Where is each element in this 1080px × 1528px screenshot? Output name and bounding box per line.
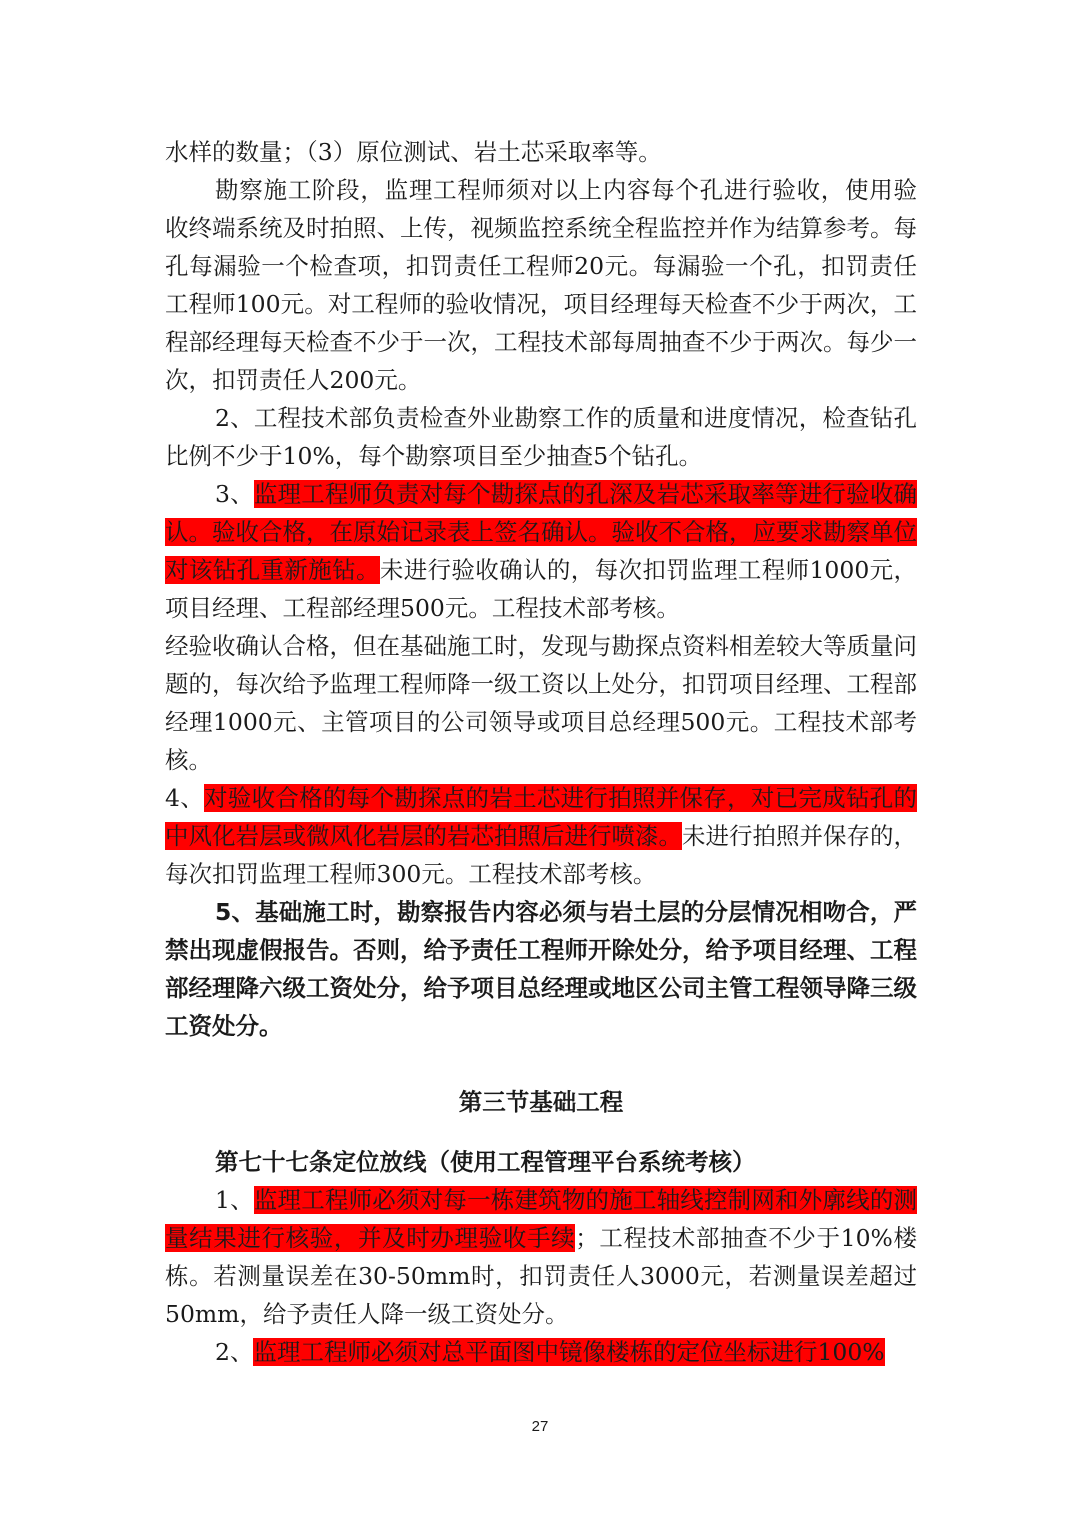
paragraph-survey-acceptance: 勘察施工阶段，监理工程师须对以上内容每个孔进行验收，使用验收终端系统及时拍照、上传，视频监控系统全程监控并作为结算参考。每孔每漏验一个检查项，扣罚责任工程师20元。每漏验一个孔，扣罚责任工程师100元。对工程师的验收情况，项目经理每天检查不少于两次，工程部经理每天检查不少于一次，工程技术部每周抽查不少于两次。每少一次，扣罚责任人200元。 bbox=[165, 176, 917, 394]
item-3-prefix: 3、 bbox=[215, 480, 254, 508]
paragraph-item-5: 5、基础施工时，勘察报告内容必须与岩土层的分层情况相吻合，严禁出现虚假报告。否则，给予责任工程师开除处分，给予项目经理、工程部经理降六级工资处分，给予项目总经理或地区公司主管工程领导降三级工资处分。 bbox=[165, 898, 917, 1040]
article-item-1-suffix: ；工程技术部抽查不少于10%楼栋。若测量误差在30-50mm时，扣罚责任人3000元，若测量误差超过50mm，给予责任人降一级工资处分。 bbox=[165, 1224, 918, 1328]
item-4-highlight: 对验收合格的每个勘探点的岩土芯进行拍照并保存，对已完成钻孔的中风化岩层或微风化岩层的岩芯拍照后进行喷漆。 bbox=[165, 784, 918, 850]
document-body bbox=[165, 133, 917, 1371]
article-item-2 bbox=[165, 1333, 917, 1371]
article-item-1-prefix: 1、 bbox=[215, 1186, 254, 1214]
article-item-1 bbox=[165, 1181, 917, 1333]
article-item-1-highlight: 监理工程师必须对每一栋建筑物的施工轴线控制网和外廓线的测量结果进行核验，并及时办理验收手续 bbox=[165, 1186, 918, 1252]
article-item-2-highlight: 监理工程师必须对总平面图中镜像楼栋的定位坐标进行100% bbox=[253, 1338, 885, 1366]
paragraph-quality-issue: 经验收确认合格，但在基础施工时，发现与勘探点资料相差较大等质量问题的，每次给予监理工程师降一级工资以上处分，扣罚项目经理、工程部经理1000元、主管项目的公司领导或项目总经理500元。工程技术部考核。 bbox=[165, 632, 917, 774]
item-4-prefix: 4、 bbox=[165, 784, 205, 812]
item-3-highlight: 监理工程师负责对每个勘探点的孔深及岩芯采取率等进行验收确认。验收合格，在原始记录表上签名确认。验收不合格，应要求勘察单位对该钻孔重新施钻。 bbox=[165, 480, 918, 584]
paragraph-continuation: 水样的数量；（3）原位测试、岩土芯采取率等。 bbox=[165, 138, 662, 166]
page-number: 27 bbox=[531, 1418, 549, 1435]
section-title: 第三节基础工程 bbox=[458, 1088, 624, 1116]
item-3-suffix: 未进行验收确认的，每次扣罚监理工程师1000元，项目经理、工程部经理500元。工程技术部考核。 bbox=[165, 556, 918, 622]
paragraph-item-3 bbox=[165, 475, 917, 627]
paragraph-item-2: 2、工程技术部负责检查外业勘察工作的质量和进度情况，检查钻孔比例不少于10%，每个勘察项目至少抽查5个钻孔。 bbox=[165, 404, 917, 470]
paragraph-item-4 bbox=[165, 779, 917, 893]
article-title: 第七十七条定位放线（使用工程管理平台系统考核） bbox=[215, 1148, 756, 1176]
article-item-2-prefix: 2、 bbox=[215, 1338, 254, 1366]
item-4-suffix: 未进行拍照并保存的，每次扣罚监理工程师300元。工程技术部考核。 bbox=[165, 822, 917, 888]
